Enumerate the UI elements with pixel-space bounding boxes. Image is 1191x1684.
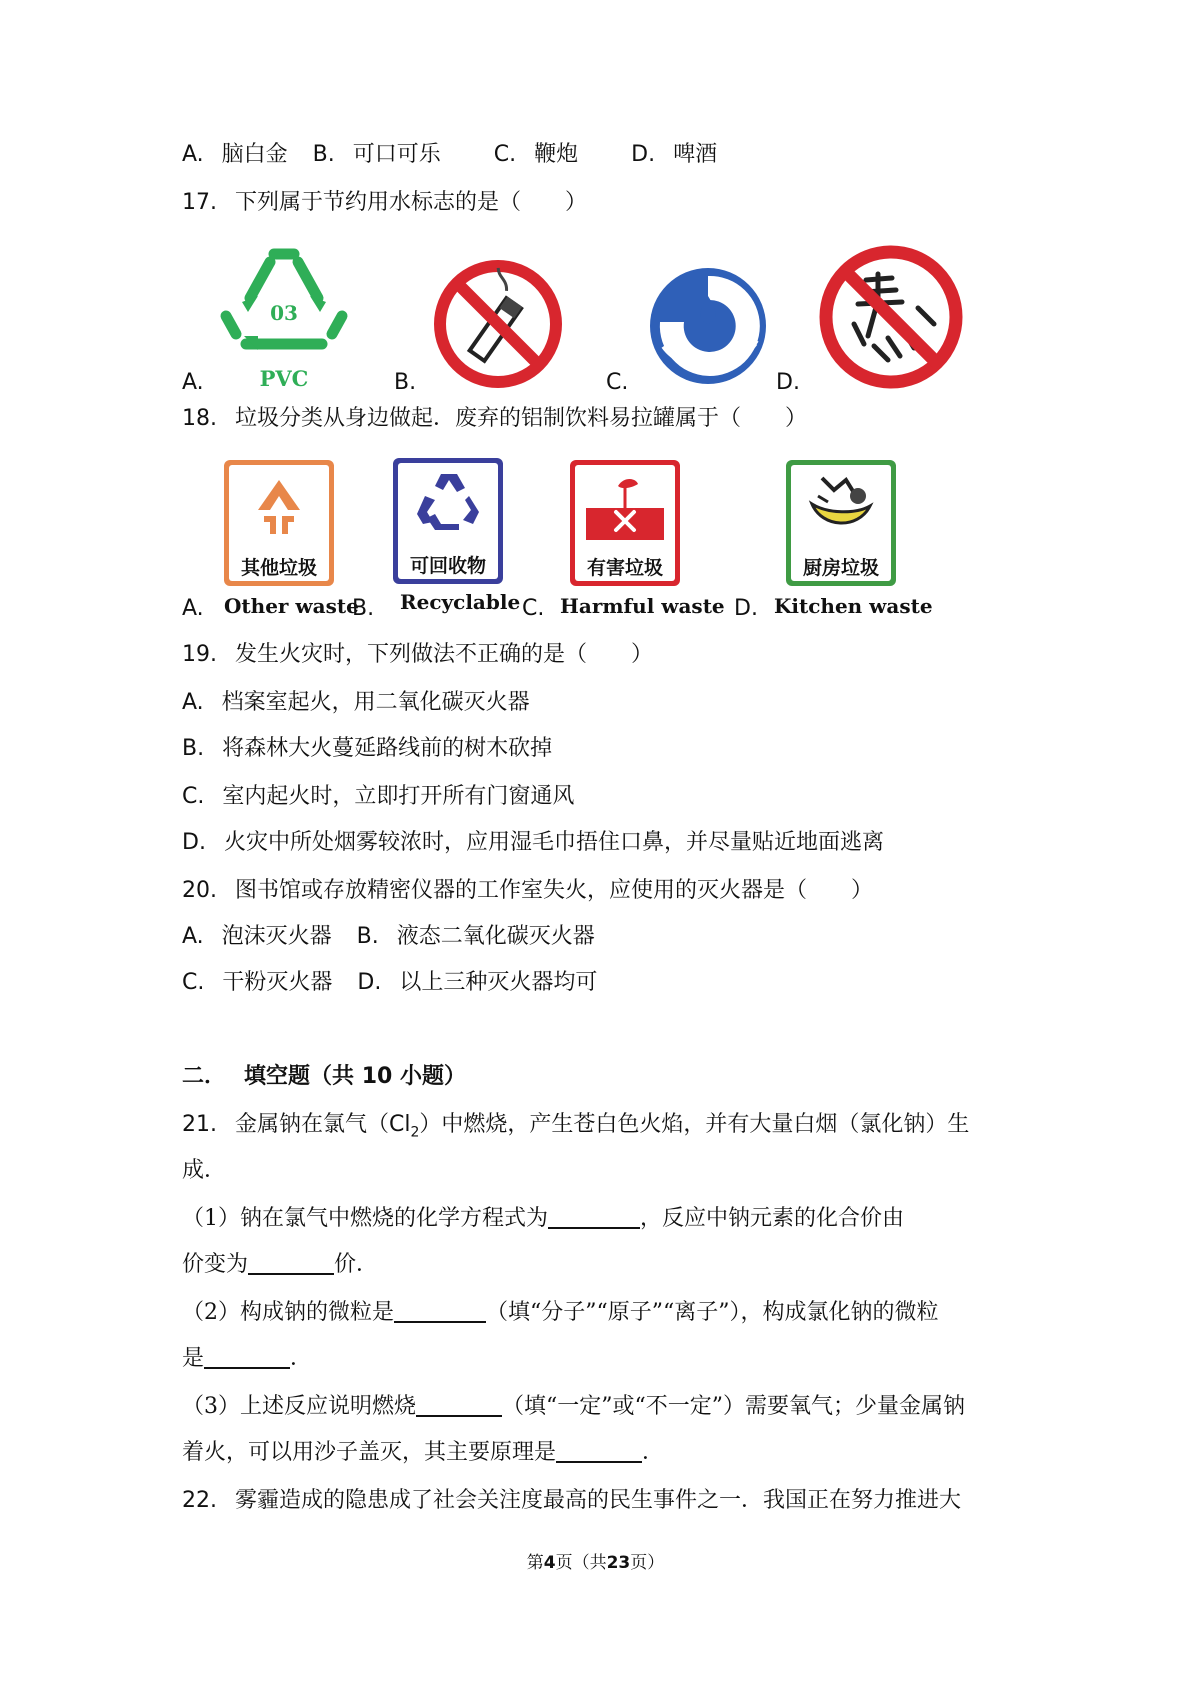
q20-text: 图书馆或存放精密仪器的工作室失火，应使用的灭火器是（ ） [235,878,874,903]
q19-option-b-label: B. [182,736,205,761]
q17-option-a-label: A. [182,370,204,395]
q18-option-b-label: B. [352,596,375,621]
q21-line2: 成． [182,1158,227,1183]
q21-part1-post: ，反应中钠元素的化合价由 [640,1206,905,1231]
q17-number: 17. [182,190,217,215]
q21-part1b [182,1250,378,1280]
q22-number: 22. [182,1488,217,1513]
q20-option-c-label: C. [182,970,205,995]
q21-blank-equation[interactable] [548,1205,640,1229]
q21-part2b-pre: 是 [182,1346,205,1371]
q17-stem [182,188,587,218]
q21-part2-post: （填“分子”“原子”“离子”），构成氯化钠的微粒 [486,1300,939,1325]
q21-formula-element: Cl [389,1112,411,1137]
q21-line1-post: ）中燃烧，产生苍白色火焰，并有大量白烟（氯化钠）生 [419,1112,970,1137]
no-logging-icon [818,244,964,390]
q21-formula-subscript: 2 [410,1124,420,1141]
section-prefix: 二． [182,1064,227,1089]
q21-part2b [182,1344,312,1374]
q17-option-c-label: C. [606,370,629,395]
q21-part2-pre: （2）构成钠的微粒是 [182,1300,394,1325]
q21-part3b-pre: 着火，可以用沙子盖灭，其主要原理是 [182,1440,557,1465]
q21-part1 [182,1204,904,1234]
q21-number: 21. [182,1112,217,1137]
q19-option-d [182,828,884,858]
q21-part1b-pre: 价变为 [182,1252,249,1277]
q21-part2 [182,1298,938,1328]
q18-stem [182,404,807,434]
q20-option-a-text: 泡沫灭火器 [221,924,332,949]
other-waste-cn: 其他垃圾 [240,557,317,579]
harmful-waste-en: Harmful waste [560,594,725,618]
q21-part3b [182,1438,664,1468]
q20-option-d-label: D. [357,970,382,995]
q19-option-c-label: C. [182,784,205,809]
q19-option-a [182,688,530,718]
water-saving-icon [644,262,772,390]
section-count: 10 [361,1064,393,1089]
kitchen-waste-cn: 厨房垃圾 [802,557,879,579]
q17-text: 下列属于节约用水标志的是（ ） [235,190,588,215]
q19-option-a-label: A. [182,690,204,715]
q20-option-b-text: 液态二氧化碳灭火器 [396,924,595,949]
q20-option-c-text: 干粉灭火器 [222,970,333,995]
q20-stem [182,876,873,906]
q18-option-d-label: D. [734,596,758,621]
q18-text: 垃圾分类从身边做起．废弃的铝制饮料易拉罐属于（ ） [235,406,808,431]
q18-option-a-label: A. [182,596,204,621]
q16-option-c-label: C. [493,142,517,167]
no-smoking-icon [432,258,564,390]
q19-option-c [182,782,574,812]
recycle-caption: PVC [259,366,309,390]
q19-number: 19. [182,642,217,667]
page-footer [0,1548,1191,1573]
recyclable-en: Recyclable [400,590,521,614]
q21-part3-pre: （3）上述反应说明燃烧 [182,1394,416,1419]
kitchen-waste-icon [804,470,878,536]
q22-text: 雾霾造成的隐患成了社会关注度最高的民生事件之一．我国正在努力推进大 [235,1488,962,1513]
q16-option-b-text: 可口可乐 [352,142,441,167]
q21-line1-pre: 金属钠在氯气（ [235,1112,390,1137]
recyclable-bin [393,458,503,584]
q18-number: 18. [182,406,217,431]
recyclable-icon [413,470,483,536]
harmful-waste-icon [608,474,642,534]
section-heading [182,1062,466,1092]
q21-part1b-post: 价． [334,1252,379,1277]
q16-option-c-text: 鞭炮 [534,142,579,167]
q19-option-c-text: 室内起火时，立即打开所有门窗通风 [222,784,575,809]
q16-options [182,140,717,170]
q20-option-a-label: A. [182,924,204,949]
q19-option-d-label: D. [182,830,206,855]
q16-option-d-label: D. [631,142,656,167]
q19-option-b [182,734,552,764]
recycle-code: 03 [270,301,298,325]
q21-part2b-post: ． [290,1346,313,1371]
q21-blank-sodium-particle[interactable] [394,1299,486,1323]
footer-post: 页） [630,1553,665,1573]
footer-page-number: 4 [543,1553,556,1573]
kitchen-waste-bin [786,460,896,586]
q20-options-cd [182,968,597,998]
q19-stem [182,640,653,670]
q20-option-d-text: 以上三种灭火器均可 [399,970,598,995]
q16-option-d-text: 啤酒 [673,142,718,167]
harmful-waste-bin [570,460,680,586]
footer-mid: 页（共 [555,1553,607,1573]
other-waste-icon [254,478,304,536]
q21-blank-valence[interactable] [248,1251,334,1275]
q19-option-b-text: 将森林大火蔓延路线前的树木砍掉 [222,736,553,761]
q17-option-b-label: B. [394,370,417,395]
q22-stem [182,1486,961,1516]
harmful-waste-cn: 有害垃圾 [586,557,663,579]
q19-option-a-text: 档案室起火，用二氧化碳灭火器 [221,690,530,715]
other-waste-bin [224,460,334,586]
other-waste-en: Other waste [224,594,359,618]
q21-line1 [182,1110,969,1147]
section-title: 填空题（共 [244,1064,355,1089]
q21-part3-post: （填“一定”或“不一定”）需要氧气；少量金属钠 [502,1394,965,1419]
q21-part3b-post: ． [642,1440,665,1465]
q21-blank-principle[interactable] [556,1439,642,1463]
q16-option-a-label: A. [182,142,204,167]
recycle-pvc-icon [218,240,350,390]
q19-option-d-text: 火灾中所处烟雾较浓时，应用湿毛巾捂住口鼻，并尽量贴近地面逃离 [223,830,884,855]
recyclable-cn: 可回收物 [409,555,486,577]
q21-blank-oxygen[interactable] [416,1393,502,1417]
footer-pre: 第 [526,1553,544,1573]
q18-option-c-label: C. [522,596,545,621]
q21-part1-pre: （1）钠在氯气中燃烧的化学方程式为 [182,1206,548,1231]
section-suffix: 小题） [400,1064,467,1089]
q21-blank-nacl-particle[interactable] [204,1345,290,1369]
q21-part3 [182,1392,965,1422]
q17-option-d-label: D. [776,370,800,395]
q19-text: 发生火灾时，下列做法不正确的是（ ） [235,642,654,667]
kitchen-waste-en: Kitchen waste [774,594,933,618]
q16-option-a-text: 脑白金 [221,142,288,167]
q20-options-ab [182,922,595,952]
footer-total-pages: 23 [606,1553,631,1573]
q16-option-b-label: B. [312,142,335,167]
q20-option-b-label: B. [356,924,379,949]
q20-number: 20. [182,878,217,903]
